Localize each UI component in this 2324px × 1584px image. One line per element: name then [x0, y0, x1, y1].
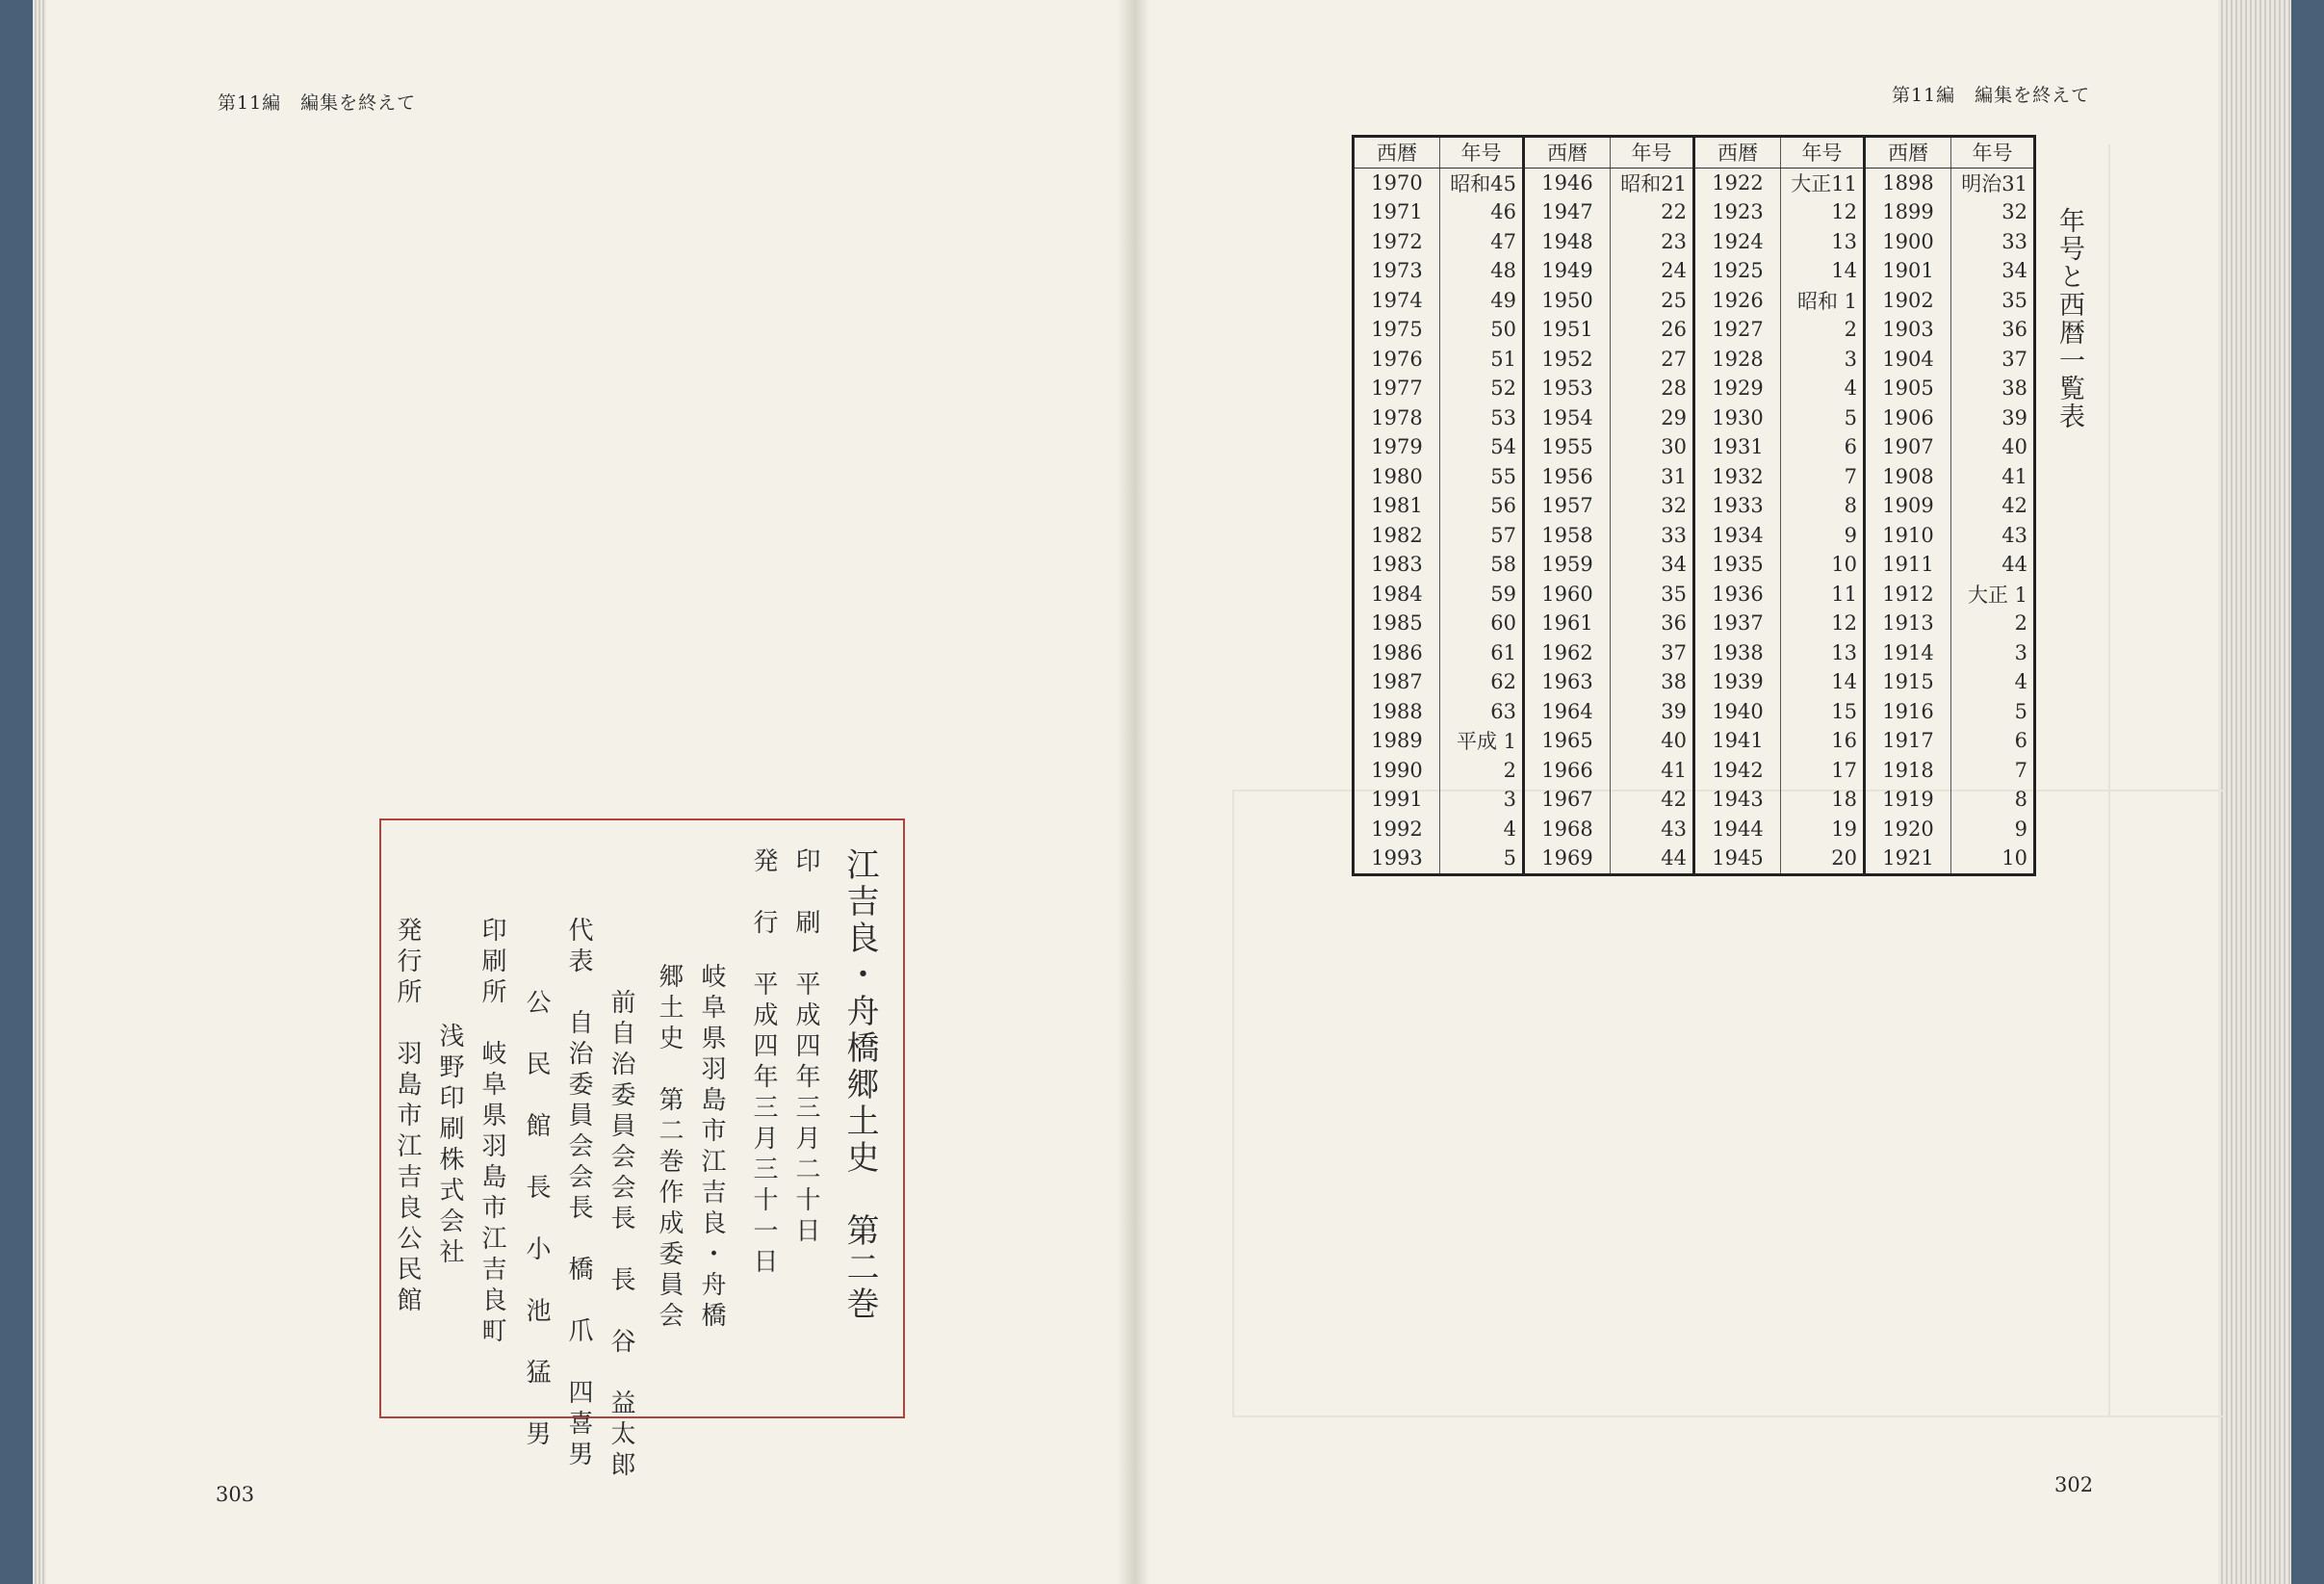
era-year-cell: 61 [1440, 638, 1524, 668]
era-year-cell: 43 [1951, 521, 2035, 551]
era-year-cell: 23 [1611, 227, 1694, 257]
western-year-cell: 1928 [1694, 345, 1781, 375]
era-year-cell: 31 [1611, 462, 1694, 492]
era-year-cell: 5 [1440, 844, 1524, 874]
western-year-cell: 1917 [1865, 726, 1951, 756]
western-year-cell: 1982 [1354, 521, 1440, 551]
western-year-cell: 1992 [1354, 815, 1440, 844]
era-year-cell: 14 [1781, 667, 1865, 697]
column-header: 西暦 [1524, 137, 1611, 169]
colophon-hall-chief: 公 民 館 長 小 池 猛 男 [522, 989, 551, 1451]
western-year-cell: 1904 [1865, 345, 1951, 375]
table-row [1354, 756, 2035, 786]
western-year-cell: 1926 [1694, 286, 1781, 316]
era-year-cell: 37 [1611, 638, 1694, 668]
era-year-cell: 10 [1781, 550, 1865, 580]
western-year-cell: 1903 [1865, 315, 1951, 345]
era-year-cell: 13 [1781, 227, 1865, 257]
era-year-cell: 34 [1611, 550, 1694, 580]
era-year-cell: 36 [1611, 609, 1694, 638]
colophon-printer-name: 浅野印刷株式会社 [435, 1023, 464, 1269]
western-year-cell: 1940 [1694, 697, 1781, 727]
era-year-cell: 44 [1611, 844, 1694, 874]
western-year-cell: 1960 [1524, 580, 1611, 610]
western-year-cell: 1985 [1354, 609, 1440, 638]
era-year-cell: 7 [1951, 756, 2035, 786]
western-year-cell: 1969 [1524, 844, 1611, 874]
western-year-cell: 1971 [1354, 197, 1440, 227]
page-number-left: 303 [216, 1483, 255, 1506]
era-year-cell: 43 [1611, 815, 1694, 844]
era-year-cell: 53 [1440, 403, 1524, 433]
column-header: 年号 [1440, 137, 1524, 169]
era-year-cell: 大正11 [1781, 168, 1865, 197]
era-year-cell: 42 [1951, 491, 2035, 521]
running-header-right: 第11編 編集を終えて [1892, 85, 2091, 106]
western-year-cell: 1902 [1865, 286, 1951, 316]
western-year-cell: 1943 [1694, 785, 1781, 815]
era-year-cell: 50 [1440, 315, 1524, 345]
era-year-cell: 34 [1951, 256, 2035, 286]
western-year-cell: 1941 [1694, 726, 1781, 756]
era-year-cell: 38 [1611, 667, 1694, 697]
era-year-cell: 12 [1781, 197, 1865, 227]
western-year-cell: 1936 [1694, 580, 1781, 610]
era-year-cell: 40 [1611, 726, 1694, 756]
era-year-cell: 15 [1781, 697, 1865, 727]
era-year-cell: 33 [1951, 227, 2035, 257]
column-header: 年号 [1781, 137, 1865, 169]
table-title: 年号と西暦一覧表 [2054, 207, 2084, 430]
western-year-cell: 1952 [1524, 345, 1611, 375]
era-year-cell: 3 [1440, 785, 1524, 815]
western-year-cell: 1972 [1354, 227, 1440, 257]
era-year-cell: 57 [1440, 521, 1524, 551]
era-year-cell: 17 [1781, 756, 1865, 786]
western-year-cell: 1899 [1865, 197, 1951, 227]
table-row [1354, 403, 2035, 433]
era-year-cell: 25 [1611, 286, 1694, 316]
table-row [1354, 462, 2035, 492]
table-header-row [1354, 137, 2035, 169]
era-year-cell: 38 [1951, 374, 2035, 403]
era-year-cell: 5 [1781, 403, 1865, 433]
colophon-editor-line1: 岐阜県羽島市江吉良・舟橋 [697, 963, 726, 1333]
table-row [1354, 785, 2035, 815]
western-year-cell: 1909 [1865, 491, 1951, 521]
western-year-cell: 1916 [1865, 697, 1951, 727]
era-year-cell: 30 [1611, 432, 1694, 462]
running-header-left: 第11編 編集を終えて [218, 92, 417, 114]
era-year-cell: 44 [1951, 550, 2035, 580]
show-through-line [1232, 790, 1234, 1415]
colophon-publisher: 発行所 羽島市江吉良公民館 [393, 917, 422, 1317]
western-year-cell: 1976 [1354, 345, 1440, 375]
era-year-cell: 3 [1781, 345, 1865, 375]
western-year-cell: 1900 [1865, 227, 1951, 257]
era-year-cell: 2 [1951, 609, 2035, 638]
western-year-cell: 1908 [1865, 462, 1951, 492]
western-year-cell: 1938 [1694, 638, 1781, 668]
western-year-cell: 1918 [1865, 756, 1951, 786]
colophon-representative: 代表 自治委員会会長 橋 爪 四喜男 [564, 917, 593, 1471]
western-year-cell: 1923 [1694, 197, 1781, 227]
era-year-cell: 63 [1440, 697, 1524, 727]
table-row [1354, 697, 2035, 727]
book-gutter [1117, 0, 1149, 1584]
column-header: 年号 [1951, 137, 2035, 169]
western-year-cell: 1966 [1524, 756, 1611, 786]
western-year-cell: 1937 [1694, 609, 1781, 638]
western-year-cell: 1988 [1354, 697, 1440, 727]
western-year-cell: 1946 [1524, 168, 1611, 197]
western-year-cell: 1955 [1524, 432, 1611, 462]
table-row [1354, 315, 2035, 345]
table-row [1354, 491, 2035, 521]
western-year-cell: 1968 [1524, 815, 1611, 844]
era-year-cell: 18 [1781, 785, 1865, 815]
western-year-cell: 1944 [1694, 815, 1781, 844]
era-year-cell: 4 [1781, 374, 1865, 403]
era-year-cell: 22 [1611, 197, 1694, 227]
table-row [1354, 168, 2035, 197]
colophon-title: 江吉良・舟橋郷土史 第二巻 [840, 847, 879, 1323]
era-year-cell: 48 [1440, 256, 1524, 286]
page-number-right: 302 [2054, 1473, 2094, 1496]
western-year-cell: 1961 [1524, 609, 1611, 638]
western-year-cell: 1934 [1694, 521, 1781, 551]
column-header: 西暦 [1694, 137, 1781, 169]
western-year-cell: 1906 [1865, 403, 1951, 433]
table-row [1354, 286, 2035, 316]
column-header: 西暦 [1865, 137, 1951, 169]
western-year-cell: 1957 [1524, 491, 1611, 521]
western-year-cell: 1984 [1354, 580, 1440, 610]
era-year-cell: 36 [1951, 315, 2035, 345]
western-year-cell: 1924 [1694, 227, 1781, 257]
era-year-cell: 35 [1951, 286, 2035, 316]
era-year-cell: 37 [1951, 345, 2035, 375]
era-year-cell: 14 [1781, 256, 1865, 286]
western-year-cell: 1929 [1694, 374, 1781, 403]
era-year-cell: 10 [1951, 844, 2035, 874]
right-page-edges [2218, 0, 2291, 1584]
colophon-former-chair: 前自治委員会会長 長 谷 益太郎 [607, 989, 635, 1482]
western-year-cell: 1911 [1865, 550, 1951, 580]
western-year-cell: 1950 [1524, 286, 1611, 316]
era-year-cell: 2 [1781, 315, 1865, 345]
era-year-cell: 62 [1440, 667, 1524, 697]
western-year-cell: 1962 [1524, 638, 1611, 668]
era-year-cell: 16 [1781, 726, 1865, 756]
era-year-cell: 6 [1951, 726, 2035, 756]
era-year-cell: 60 [1440, 609, 1524, 638]
colophon-box [379, 818, 905, 1482]
western-year-cell: 1964 [1524, 697, 1611, 727]
era-year-cell: 35 [1611, 580, 1694, 610]
era-year-cell: 56 [1440, 491, 1524, 521]
western-year-cell: 1932 [1694, 462, 1781, 492]
table-row [1354, 256, 2035, 286]
era-year-cell: 9 [1781, 521, 1865, 551]
era-year-cell: 26 [1611, 315, 1694, 345]
era-year-cell: 39 [1951, 403, 2035, 433]
era-year-cell: 4 [1951, 667, 2035, 697]
era-year-cell: 46 [1440, 197, 1524, 227]
western-year-cell: 1993 [1354, 844, 1440, 874]
era-year-cell: 6 [1781, 432, 1865, 462]
western-year-cell: 1986 [1354, 638, 1440, 668]
table-row [1354, 227, 2035, 257]
era-year-cell: 32 [1611, 491, 1694, 521]
western-year-cell: 1935 [1694, 550, 1781, 580]
era-year-cell: 42 [1611, 785, 1694, 815]
western-year-cell: 1948 [1524, 227, 1611, 257]
table-row [1354, 374, 2035, 403]
western-year-cell: 1907 [1865, 432, 1951, 462]
western-year-cell: 1953 [1524, 374, 1611, 403]
western-year-cell: 1921 [1865, 844, 1951, 874]
era-year-cell: 8 [1781, 491, 1865, 521]
western-year-cell: 1973 [1354, 256, 1440, 286]
era-year-cell: 41 [1611, 756, 1694, 786]
era-year-cell: 51 [1440, 345, 1524, 375]
western-year-cell: 1919 [1865, 785, 1951, 815]
era-year-cell: 28 [1611, 374, 1694, 403]
western-year-cell: 1975 [1354, 315, 1440, 345]
era-year-cell: 20 [1781, 844, 1865, 874]
era-year-cell: 55 [1440, 462, 1524, 492]
western-year-cell: 1978 [1354, 403, 1440, 433]
western-year-cell: 1915 [1865, 667, 1951, 697]
era-year-cell: 39 [1611, 697, 1694, 727]
western-year-cell: 1925 [1694, 256, 1781, 286]
western-year-cell: 1927 [1694, 315, 1781, 345]
western-year-cell: 1963 [1524, 667, 1611, 697]
era-year-cell: 54 [1440, 432, 1524, 462]
table-row [1354, 667, 2035, 697]
western-year-cell: 1920 [1865, 815, 1951, 844]
colophon-editor-line2: 郷土史 第二巻作成委員会 [655, 963, 684, 1333]
western-year-cell: 1930 [1694, 403, 1781, 433]
era-year-cell: 52 [1440, 374, 1524, 403]
column-header: 年号 [1611, 137, 1694, 169]
western-year-cell: 1949 [1524, 256, 1611, 286]
table-row [1354, 345, 2035, 375]
western-year-cell: 1905 [1865, 374, 1951, 403]
era-year-cell: 24 [1611, 256, 1694, 286]
western-year-cell: 1954 [1524, 403, 1611, 433]
era-year-cell: 明治31 [1951, 168, 2035, 197]
western-year-cell: 1980 [1354, 462, 1440, 492]
western-year-cell: 1912 [1865, 580, 1951, 610]
era-year-cell: 平成 1 [1440, 726, 1524, 756]
era-year-cell: 49 [1440, 286, 1524, 316]
table-row [1354, 432, 2035, 462]
table-row [1354, 609, 2035, 638]
era-year-cell: 4 [1440, 815, 1524, 844]
western-year-cell: 1979 [1354, 432, 1440, 462]
western-year-cell: 1951 [1524, 315, 1611, 345]
era-year-cell: 13 [1781, 638, 1865, 668]
era-conversion-table [1352, 135, 2036, 876]
era-year-cell: 8 [1951, 785, 2035, 815]
table-row [1354, 197, 2035, 227]
western-year-cell: 1933 [1694, 491, 1781, 521]
era-year-cell: 58 [1440, 550, 1524, 580]
colophon-issue-date: 発 行 平成四年三月三十一日 [749, 847, 778, 1279]
western-year-cell: 1898 [1865, 168, 1951, 197]
era-year-cell: 33 [1611, 521, 1694, 551]
era-year-cell: 32 [1951, 197, 2035, 227]
show-through-line [1232, 1415, 2224, 1417]
era-year-cell: 7 [1781, 462, 1865, 492]
era-year-cell: 9 [1951, 815, 2035, 844]
table-row [1354, 815, 2035, 844]
era-year-cell: 12 [1781, 609, 1865, 638]
western-year-cell: 1974 [1354, 286, 1440, 316]
era-year-cell: 29 [1611, 403, 1694, 433]
era-year-cell: 41 [1951, 462, 2035, 492]
era-year-cell: 3 [1951, 638, 2035, 668]
table-row [1354, 844, 2035, 874]
western-year-cell: 1945 [1694, 844, 1781, 874]
table-row [1354, 550, 2035, 580]
western-year-cell: 1990 [1354, 756, 1440, 786]
show-through-line [2108, 144, 2110, 1415]
era-year-cell: 昭和 1 [1781, 286, 1865, 316]
era-year-cell: 27 [1611, 345, 1694, 375]
western-year-cell: 1914 [1865, 638, 1951, 668]
western-year-cell: 1913 [1865, 609, 1951, 638]
colophon-printer-address: 印刷所 岐阜県羽島市江吉良町 [478, 917, 506, 1348]
era-year-cell: 大正 1 [1951, 580, 2035, 610]
western-year-cell: 1991 [1354, 785, 1440, 815]
table-row [1354, 580, 2035, 610]
western-year-cell: 1987 [1354, 667, 1440, 697]
western-year-cell: 1901 [1865, 256, 1951, 286]
era-year-cell: 2 [1440, 756, 1524, 786]
era-year-cell: 昭和21 [1611, 168, 1694, 197]
western-year-cell: 1989 [1354, 726, 1440, 756]
era-year-cell: 19 [1781, 815, 1865, 844]
era-year-cell: 昭和45 [1440, 168, 1524, 197]
era-year-cell: 11 [1781, 580, 1865, 610]
era-year-cell: 40 [1951, 432, 2035, 462]
table-row [1354, 638, 2035, 668]
western-year-cell: 1931 [1694, 432, 1781, 462]
era-year-cell: 5 [1951, 697, 2035, 727]
western-year-cell: 1947 [1524, 197, 1611, 227]
western-year-cell: 1958 [1524, 521, 1611, 551]
western-year-cell: 1977 [1354, 374, 1440, 403]
era-year-cell: 59 [1440, 580, 1524, 610]
left-page-edges [33, 0, 46, 1584]
western-year-cell: 1967 [1524, 785, 1611, 815]
colophon-print-date: 印 刷 平成四年三月二十日 [791, 847, 820, 1248]
western-year-cell: 1981 [1354, 491, 1440, 521]
western-year-cell: 1959 [1524, 550, 1611, 580]
western-year-cell: 1970 [1354, 168, 1440, 197]
western-year-cell: 1942 [1694, 756, 1781, 786]
western-year-cell: 1939 [1694, 667, 1781, 697]
table-row [1354, 521, 2035, 551]
western-year-cell: 1956 [1524, 462, 1611, 492]
western-year-cell: 1965 [1524, 726, 1611, 756]
era-year-cell: 47 [1440, 227, 1524, 257]
western-year-cell: 1922 [1694, 168, 1781, 197]
table-row [1354, 726, 2035, 756]
column-header: 西暦 [1354, 137, 1440, 169]
western-year-cell: 1910 [1865, 521, 1951, 551]
western-year-cell: 1983 [1354, 550, 1440, 580]
